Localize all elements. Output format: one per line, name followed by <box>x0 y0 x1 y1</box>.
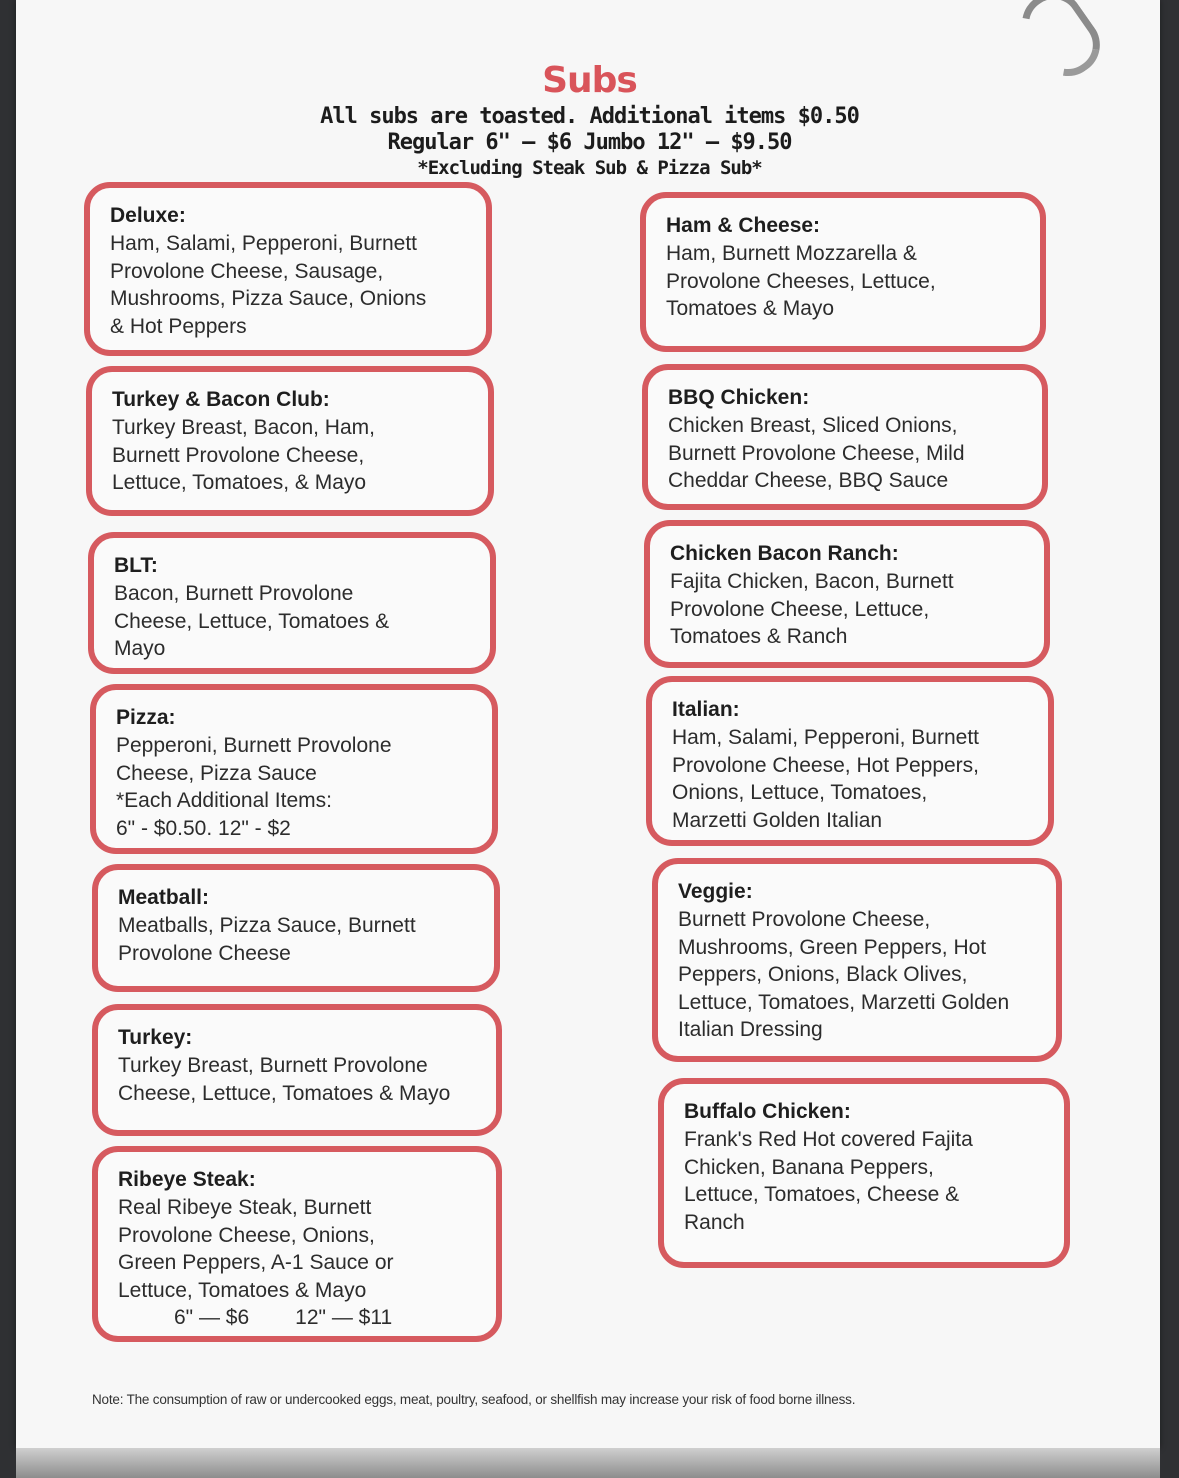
food-safety-note: Note: The consumption of raw or undercooked eggs, meat, poultry, seafood, or shellfish may increase your risk of food borne illness. <box>92 1392 856 1407</box>
menu-item-turkey <box>92 1004 502 1136</box>
menu-item-italian <box>646 676 1054 846</box>
item-description: Bacon, Burnett Provolone Cheese, Lettuce, Tomatoes & Mayo <box>114 582 390 660</box>
item-description: Chicken Breast, Sliced Onions, Burnett Provolone Cheese, Mild Cheddar Cheese, BBQ Sauce <box>668 414 965 492</box>
item-prices <box>118 1304 476 1332</box>
item-description: Frank's Red Hot covered Fajita Chicken, Banana Peppers, Lettuce, Tomatoes, Cheese & Ranch <box>684 1128 973 1234</box>
item-name: Meatball: <box>118 886 210 909</box>
item-description: Burnett Provolone Cheese, Mushrooms, Green Peppers, Hot Peppers, Onions, Black Olives, Lettuce, Tomatoes, Marzetti Golden Italian Dressing <box>678 908 1010 1041</box>
menu-item-blt <box>88 532 496 674</box>
menu-item-chicken-bacon-ranch <box>644 520 1050 668</box>
item-description: Ham, Salami, Pepperoni, Burnett Provolone Cheese, Hot Peppers, Onions, Lettuce, Tomatoes, Marzetti Golden Italian <box>672 726 980 832</box>
item-name: Turkey & Bacon Club: <box>112 388 330 411</box>
price-regular: 6" — $6 <box>174 1306 250 1329</box>
menu-item-veggie <box>652 858 1062 1062</box>
menu-subtitle-prices: Regular 6" — $6 Jumbo 12" — $9.50 <box>387 130 792 155</box>
item-description: Meatballs, Pizza Sauce, Burnett Provolone Cheese <box>118 914 416 965</box>
item-description: Turkey Breast, Burnett Provolone Cheese, Lettuce, Tomatoes & Mayo <box>118 1054 451 1105</box>
item-name: Turkey: <box>118 1026 193 1049</box>
item-name: Chicken Bacon Ranch: <box>670 542 899 565</box>
item-description: Pepperoni, Burnett Provolone Cheese, Pizza Sauce *Each Additional Items: 6" - $0.50. 12" - $2 <box>116 734 392 840</box>
item-name: BBQ Chicken: <box>668 386 810 409</box>
item-description: Ham, Salami, Pepperoni, Burnett Provolone Cheese, Sausage, Mushrooms, Pizza Sauce, Onions & Hot Peppers <box>110 232 427 338</box>
item-name: Buffalo Chicken: <box>684 1100 851 1123</box>
item-name: BLT: <box>114 554 158 577</box>
menu-item-ham-cheese <box>640 192 1046 352</box>
item-description: Real Ribeye Steak, Burnett Provolone Cheese, Onions, Green Peppers, A-1 Sauce or Lettuce, Tomatoes & Mayo <box>118 1196 394 1302</box>
menu-subtitle-toasted: All subs are toasted. Additional items $0.50 <box>320 104 859 129</box>
page-edge <box>16 1448 1160 1478</box>
item-name: Veggie: <box>678 880 753 903</box>
item-description: Fajita Chicken, Bacon, Burnett Provolone Cheese, Lettuce, Tomatoes & Ranch <box>670 570 954 648</box>
item-name: Italian: <box>672 698 740 721</box>
menu-item-bbq-chicken <box>642 364 1048 510</box>
menu-item-pizza <box>90 684 498 854</box>
item-name: Ribeye Steak: <box>118 1168 256 1191</box>
menu-item-buffalo-chicken <box>658 1078 1070 1268</box>
item-description: Turkey Breast, Bacon, Ham, Burnett Provolone Cheese, Lettuce, Tomatoes, & Mayo <box>112 416 375 494</box>
menu-item-ribeye-steak <box>92 1146 502 1342</box>
menu-item-deluxe <box>84 182 492 356</box>
price-jumbo: 12" — $11 <box>295 1306 393 1329</box>
item-name: Ham & Cheese: <box>666 214 821 237</box>
menu-subtitle-exclusions: *Excluding Steak Sub & Pizza Sub* <box>417 157 762 179</box>
item-description: Ham, Burnett Mozzarella & Provolone Cheeses, Lettuce, Tomatoes & Mayo <box>666 242 936 320</box>
menu-title: Subs <box>542 60 637 101</box>
menu-item-meatball <box>92 864 500 992</box>
item-name: Deluxe: <box>110 204 186 227</box>
item-name: Pizza: <box>116 706 176 729</box>
menu-item-turkey-bacon-club <box>86 366 494 516</box>
